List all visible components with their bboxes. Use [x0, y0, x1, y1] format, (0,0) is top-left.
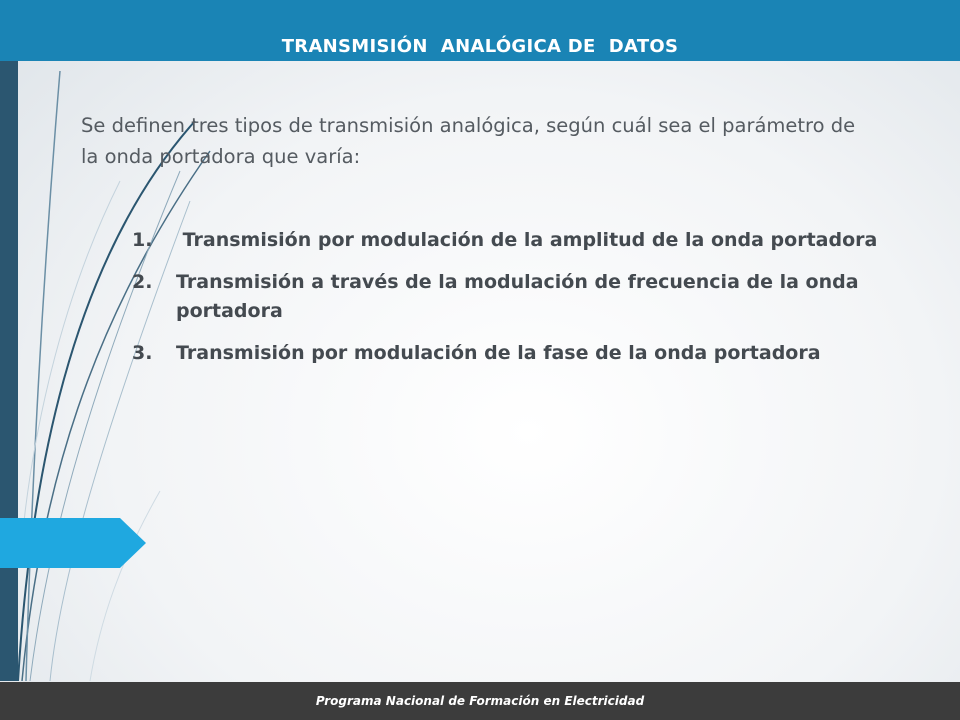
transmission-types-list — [132, 226, 892, 381]
list-item — [132, 339, 892, 368]
list-item-number: 2. — [132, 271, 153, 293]
list-item-text: Transmisión a través de la modulación de frecuencia de la onda portadora — [176, 271, 859, 322]
list-item-text: Transmisión por modulación de la amplitud de la onda portadora — [176, 229, 878, 251]
list-item — [132, 226, 892, 255]
footer-bar — [0, 682, 960, 720]
title-bar — [0, 0, 960, 61]
list-item-number: 3. — [132, 342, 153, 364]
slide-title: TRANSMISIÓN ANALÓGICA DE DATOS — [281, 36, 679, 57]
list-item-text: Transmisión por modulación de la fase de la onda portadora — [176, 342, 821, 364]
accent-arrow-tab — [0, 518, 146, 568]
footer-text: Programa Nacional de Formación en Electricidad — [315, 694, 645, 708]
list-item — [132, 268, 892, 326]
intro-paragraph: Se definen tres tipos de transmisión analógica, según cuál sea el parámetro de la onda portadora que varía: — [81, 114, 856, 168]
list-item-number: 1. — [132, 229, 153, 251]
